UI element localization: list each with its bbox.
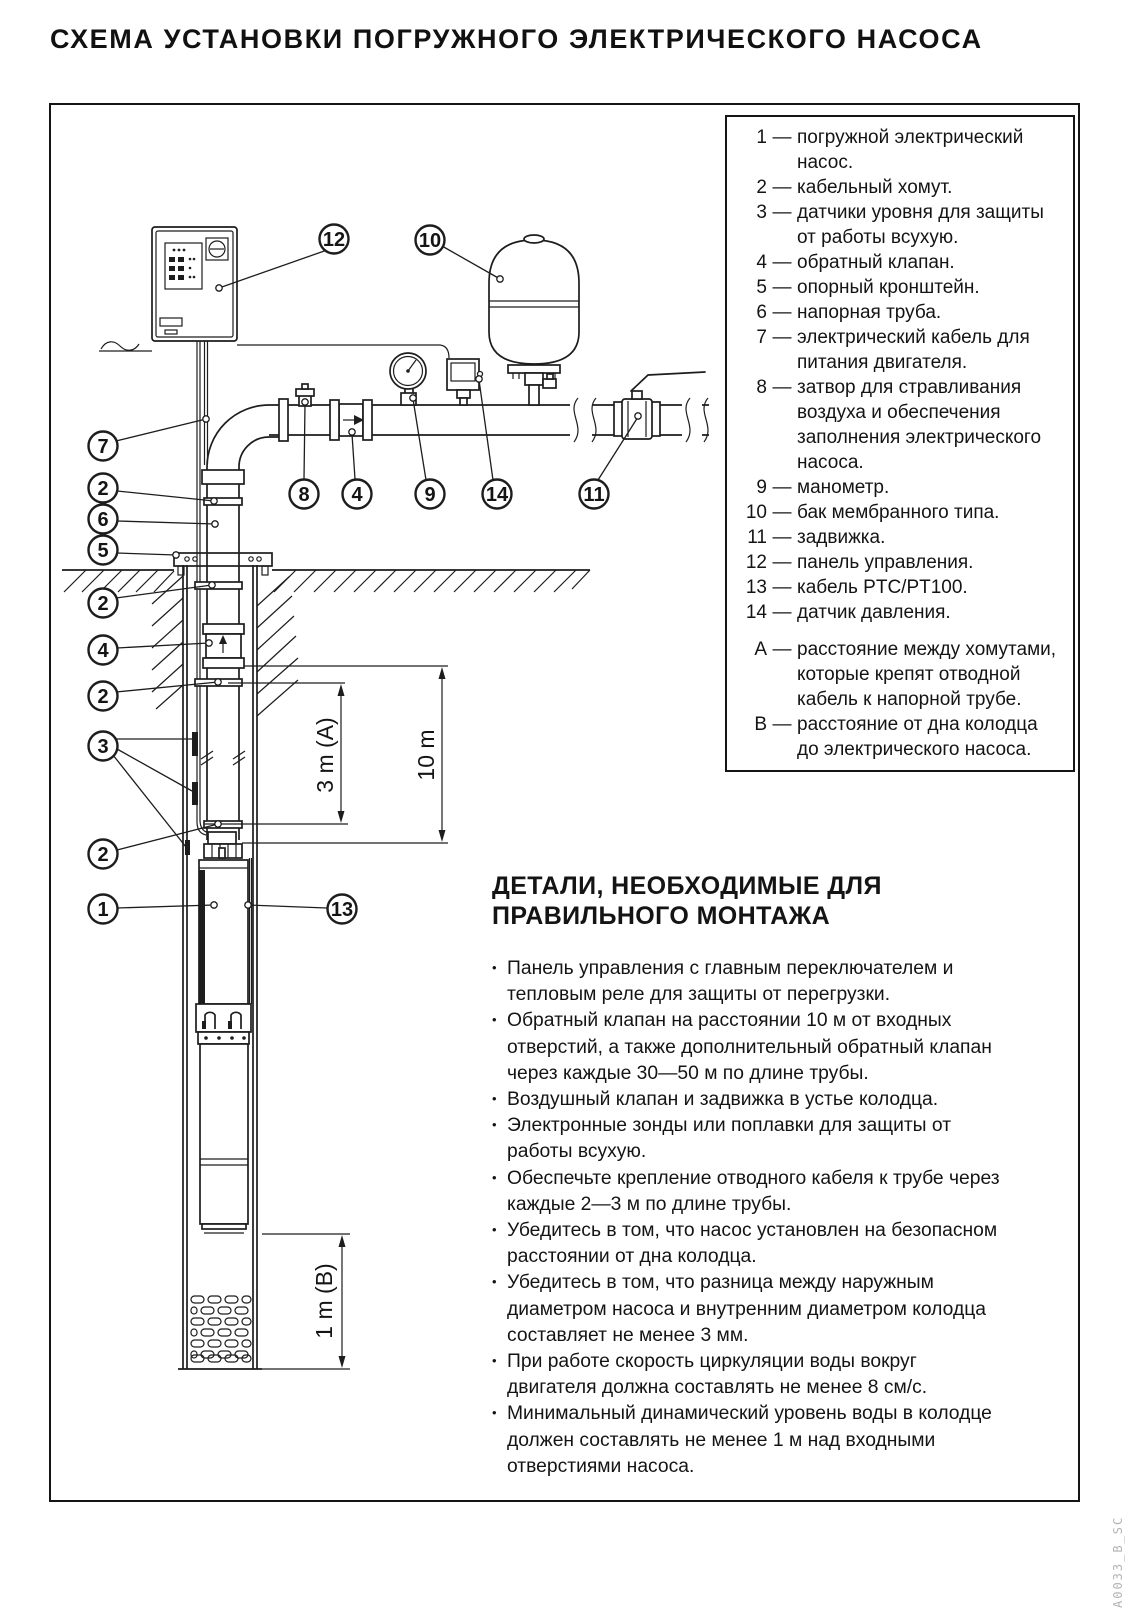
legend-item: [731, 712, 1069, 762]
callout-3: 3: [97, 736, 109, 758]
legend-item-dash: —: [772, 127, 792, 148]
legend-item: [731, 375, 1069, 475]
ptc-cable: [250, 858, 252, 1004]
callout-2: 2: [97, 593, 109, 615]
legend-item: [731, 525, 1069, 550]
callout-1: 1: [97, 899, 109, 921]
legend-item-text: бак мембранного типа.: [797, 502, 1000, 523]
legend-item-text: панель управления.: [797, 552, 974, 573]
bullet-dot: •: [492, 1405, 497, 1421]
control-panel: [152, 227, 237, 341]
legend-item-dash: —: [772, 177, 792, 198]
callout-4: 4: [97, 640, 109, 662]
callout-2: 2: [97, 686, 109, 708]
legend-item-dash: —: [772, 602, 792, 623]
legend-item-dash: —: [772, 252, 792, 273]
bullet-dot: •: [492, 1091, 497, 1107]
dimension-b-label: 1 m (B): [311, 1263, 337, 1339]
legend-item-number: 1: [756, 127, 767, 148]
legend-item-number: 11: [747, 527, 767, 548]
bullet-text: Убедитесь в том, что разница между наружным диаметром насоса и внутренним диаметром колодца составляет не менее 3 мм.: [507, 1272, 986, 1346]
bullet-text: Обеспечьте крепление отводного кабеля к трубе через каждые 2—3 м по длине трубы.: [507, 1167, 1000, 1215]
legend-item-dash: —: [772, 477, 792, 498]
bullet-text: Обратный клапан на расстоянии 10 м от входных отверстий, а также дополнительный обратный клапан через каждые 30—50 м по длине трубы.: [507, 1010, 992, 1084]
callout-4: 4: [351, 484, 363, 506]
legend-item-number: 7: [756, 327, 767, 348]
legend-item-dash: —: [772, 502, 792, 523]
page-title: СХЕМА УСТАНОВКИ ПОГРУЖНОГО ЭЛЕКТРИЧЕСКОГО НАСОСА: [50, 24, 983, 54]
pressure-gauge: [390, 353, 426, 405]
bullet-dot: •: [492, 1353, 497, 1369]
submersible-pump: [196, 832, 252, 1233]
legend-item-dash: —: [772, 302, 792, 323]
bullet-dot: •: [492, 1274, 497, 1290]
dimension-a: [205, 683, 348, 824]
bullet-item: [492, 1349, 1092, 1401]
legend-item-text: датчик давления.: [797, 602, 951, 623]
bullet-item: [492, 1401, 1092, 1480]
bullet-text: Панель управления с главным переключателем и тепловым реле для защиты от перегрузки.: [507, 958, 954, 1006]
legend-box: [725, 115, 1075, 772]
callout-5: 5: [97, 540, 109, 562]
dimension-10m-label: 10 m: [413, 729, 439, 781]
callout-2: 2: [97, 478, 109, 500]
legend-item: [731, 575, 1069, 600]
bullet-dot: •: [492, 1222, 497, 1238]
membrane-tank: [489, 235, 579, 405]
bullet-text: Электронные зонды или поплавки для защиты от работы всухую.: [507, 1115, 952, 1163]
legend-item-number: 13: [745, 577, 767, 598]
legend-item-text: кабель PTC/PT100.: [797, 577, 968, 598]
legend-item-text: опорный кронштейн.: [797, 277, 980, 298]
dimension-a-label: 3 m (A): [312, 717, 338, 793]
valve-lever: [631, 372, 705, 391]
pump-motor: [200, 1044, 248, 1224]
bullet-item: [492, 1113, 1092, 1165]
bullet-text: При работе скорость циркуляции воды вокруг двигателя должна составлять не менее 8 см/с.: [507, 1351, 928, 1399]
legend-item-number: 12: [745, 552, 767, 573]
callout-8: 8: [298, 484, 310, 506]
well-gravel: [191, 1296, 251, 1362]
legend-item-text: кабельный хомут.: [797, 177, 953, 198]
legend-item-dash: —: [772, 639, 792, 660]
bullet-item: [492, 1270, 1092, 1349]
details-section: [492, 871, 1092, 1480]
bullet-item: [492, 1218, 1092, 1270]
callout-2: 2: [97, 844, 109, 866]
legend-item-dash: —: [772, 714, 792, 735]
legend-item: [731, 250, 1069, 275]
bullet-text: Минимальный динамический уровень воды в колодце должен составлять не менее 1 м над входными отверстиями насоса.: [507, 1403, 992, 1477]
bullet-item: [492, 1008, 1092, 1087]
legend-items: [731, 125, 1069, 625]
legend-item-text: задвижка.: [797, 527, 886, 548]
callout-7: 7: [97, 436, 109, 458]
legend-item-number: 6: [756, 302, 767, 323]
details-bullets: [492, 956, 1092, 1480]
legend-item-number: 8: [756, 377, 767, 398]
bullet-dot: •: [492, 1012, 497, 1028]
callout-9: 9: [424, 484, 436, 506]
diagram-frame: [49, 103, 1125, 1608]
legend-item-number: 14: [745, 602, 767, 623]
legend-item-text: расстояние между хомутами, которые крепят отводной кабель к напорной трубе.: [797, 639, 1057, 710]
legend-item: [731, 600, 1069, 625]
legend-item: [731, 275, 1069, 300]
bullet-dot: •: [492, 960, 497, 975]
legend-item-text: напорная труба.: [797, 302, 942, 323]
bullet-item: [492, 956, 1092, 1008]
legend-item-dash: —: [772, 552, 792, 573]
legend-item-number: 10: [745, 502, 767, 523]
legend-item-text: расстояние от дна колодца до электрического насоса.: [797, 714, 1038, 760]
legend-item: [731, 550, 1069, 575]
legend-item-text: электрический кабель для питания двигателя.: [797, 327, 1030, 373]
details-heading: ДЕТАЛИ, НЕОБХОДИМЫЕ ДЛЯ ПРАВИЛЬНОГО МОНТАЖА: [492, 872, 882, 930]
legend-item-dash: —: [772, 327, 792, 348]
bullet-text: Воздушный клапан и задвижка в устье колодца.: [507, 1089, 939, 1111]
legend-item: [731, 500, 1069, 525]
legend-notes: [731, 637, 1069, 762]
bullet-item: [492, 1166, 1092, 1218]
legend-item-number: 5: [756, 277, 767, 298]
tank-bleed-valve: [543, 379, 556, 388]
bullet-text: Убедитесь в том, что насос установлен на безопасном расстоянии от дна колодца.: [507, 1220, 998, 1268]
callout-6: 6: [97, 509, 109, 531]
dimension-10m: [242, 666, 448, 843]
drawing-code-watermark: A0033_B_SC: [1111, 1515, 1125, 1608]
legend-item: [731, 200, 1069, 250]
legend-item-dash: —: [772, 202, 792, 223]
callout-14: 14: [485, 484, 509, 506]
legend-item: [731, 637, 1069, 712]
legend-item-text: погружной электрический насос.: [797, 127, 1024, 173]
pump-cable-guard: [199, 870, 205, 1004]
bullet-dot: •: [492, 1169, 497, 1185]
callout-11: 11: [583, 484, 605, 506]
legend-item-number: 3: [756, 202, 767, 223]
legend-item-dash: —: [772, 577, 792, 598]
legend-item-dash: —: [772, 277, 792, 298]
callout-13: 13: [330, 899, 354, 921]
legend-item-number: 2: [756, 177, 767, 198]
legend-item: [731, 475, 1069, 500]
legend-item: [731, 175, 1069, 200]
legend-item: [731, 325, 1069, 375]
legend-item-text: затвор для стравливания воздуха и обеспечения заполнения электрического насоса.: [797, 377, 1042, 473]
bullet-dot: •: [492, 1117, 497, 1133]
legend-item: [731, 125, 1069, 175]
surface-break-line: [99, 342, 449, 358]
legend-item-dash: —: [772, 377, 792, 398]
legend-item: [731, 300, 1069, 325]
legend-item-number: 9: [756, 477, 767, 498]
legend-item-number: B: [754, 714, 767, 735]
legend-item-text: обратный клапан.: [797, 252, 955, 273]
bullet-item: [492, 1087, 1092, 1113]
callout-10: 10: [418, 230, 442, 252]
gate-valve: [614, 372, 705, 439]
legend-item-text: датчики уровня для защиты от работы всухую.: [797, 202, 1044, 248]
legend-item-text: манометр.: [797, 477, 890, 498]
legend-item-dash: —: [772, 527, 792, 548]
legend-item-number: 4: [756, 252, 767, 273]
callout-12: 12: [322, 229, 346, 251]
dimension-b: [262, 1234, 350, 1369]
legend-item-number: A: [754, 639, 767, 660]
ground-hatching: [62, 570, 590, 716]
